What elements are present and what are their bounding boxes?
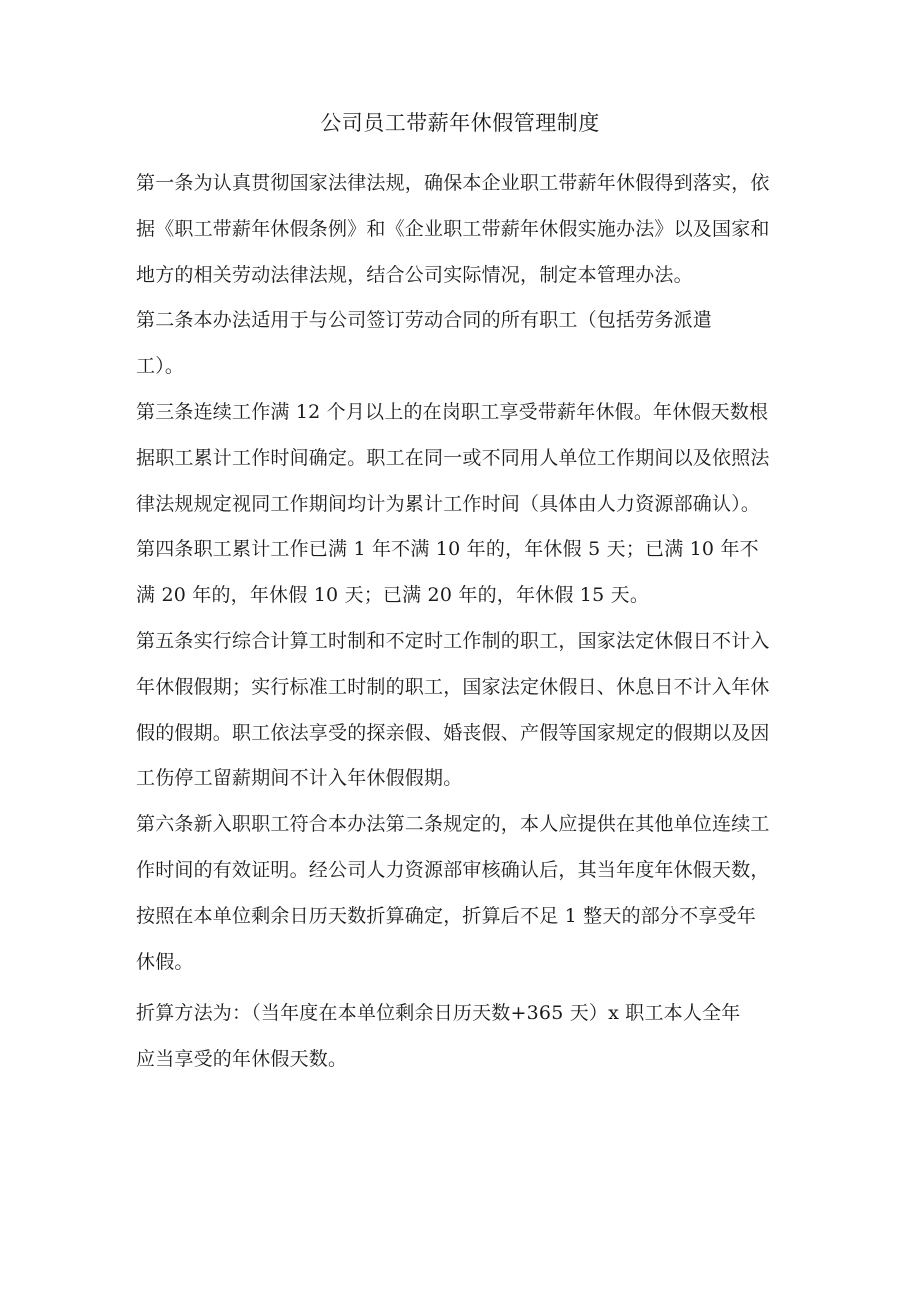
article-1-line-2: 据《职工带薪年休假条例》和《企业职工带薪年休假实施办法》以及国家和	[136, 217, 770, 240]
article-6-line-1: 第六条新入职职工符合本办法第二条规定的，本人应提供在其他单位连续工	[136, 813, 770, 836]
article-6-line-4: 休假。	[136, 950, 194, 973]
article-5-line-2: 年休假假期；实行标准工时制的职工，国家法定休假日、休息日不计入年休	[136, 675, 770, 698]
article-4-line-1: 第四条职工累计工作已满 1 年不满 10 年的，年休假 5 天；已满 10 年不	[136, 538, 759, 561]
article-1-line-3: 地方的相关劳动法律法规，结合公司实际情况，制定本管理办法。	[136, 263, 693, 286]
document-title: 公司员工带薪年休假管理制度	[320, 111, 600, 135]
article-6-line-2: 作时间的有效证明。经公司人力资源部审核确认后，其当年度年休假天数，	[136, 858, 770, 881]
formula-line-2: 应当享受的年休假天数。	[136, 1048, 348, 1071]
article-1-line-1: 第一条为认真贯彻国家法律法规，确保本企业职工带薪年休假得到落实，依	[136, 172, 770, 194]
article-3-line-3: 律法规规定视同工作期间均计为累计工作时间（具体由人力资源部确认）。	[136, 492, 761, 515]
article-5-line-3: 假的假期。职工依法享受的探亲假、婚丧假、产假等国家规定的假期以及因	[136, 721, 770, 744]
article-3-line-2: 据职工累计工作时间确定。职工在同一或不同用人单位工作期间以及依照法	[136, 446, 770, 469]
article-2-line-2: 工）。	[136, 355, 185, 378]
article-2-line-1: 第二条本办法适用于与公司签订劳动合同的所有职工（包括劳务派遣	[136, 309, 713, 332]
article-4-line-2: 满 20 年的，年休假 10 天；已满 20 年的，年休假 15 天。	[136, 584, 650, 607]
article-5-line-4: 工伤停工留薪期间不计入年休假假期。	[136, 767, 463, 790]
article-5-line-1: 第五条实行综合计算工时制和不定时工作制的职工，国家法定休假日不计入	[136, 629, 770, 652]
article-3-line-1: 第三条连续工作满 12 个月以上的在岗职工享受带薪年休假。年休假天数根	[136, 400, 769, 423]
document-body	[136, 165, 796, 1087]
formula-line-1: 折算方法为：（当年度在本单位剩余日历天数+365 天）x 职工本人全年	[136, 1002, 741, 1025]
article-6-line-3: 按照在本单位剩余日历天数折算确定，折算后不足 1 整天的部分不享受年	[136, 904, 756, 927]
